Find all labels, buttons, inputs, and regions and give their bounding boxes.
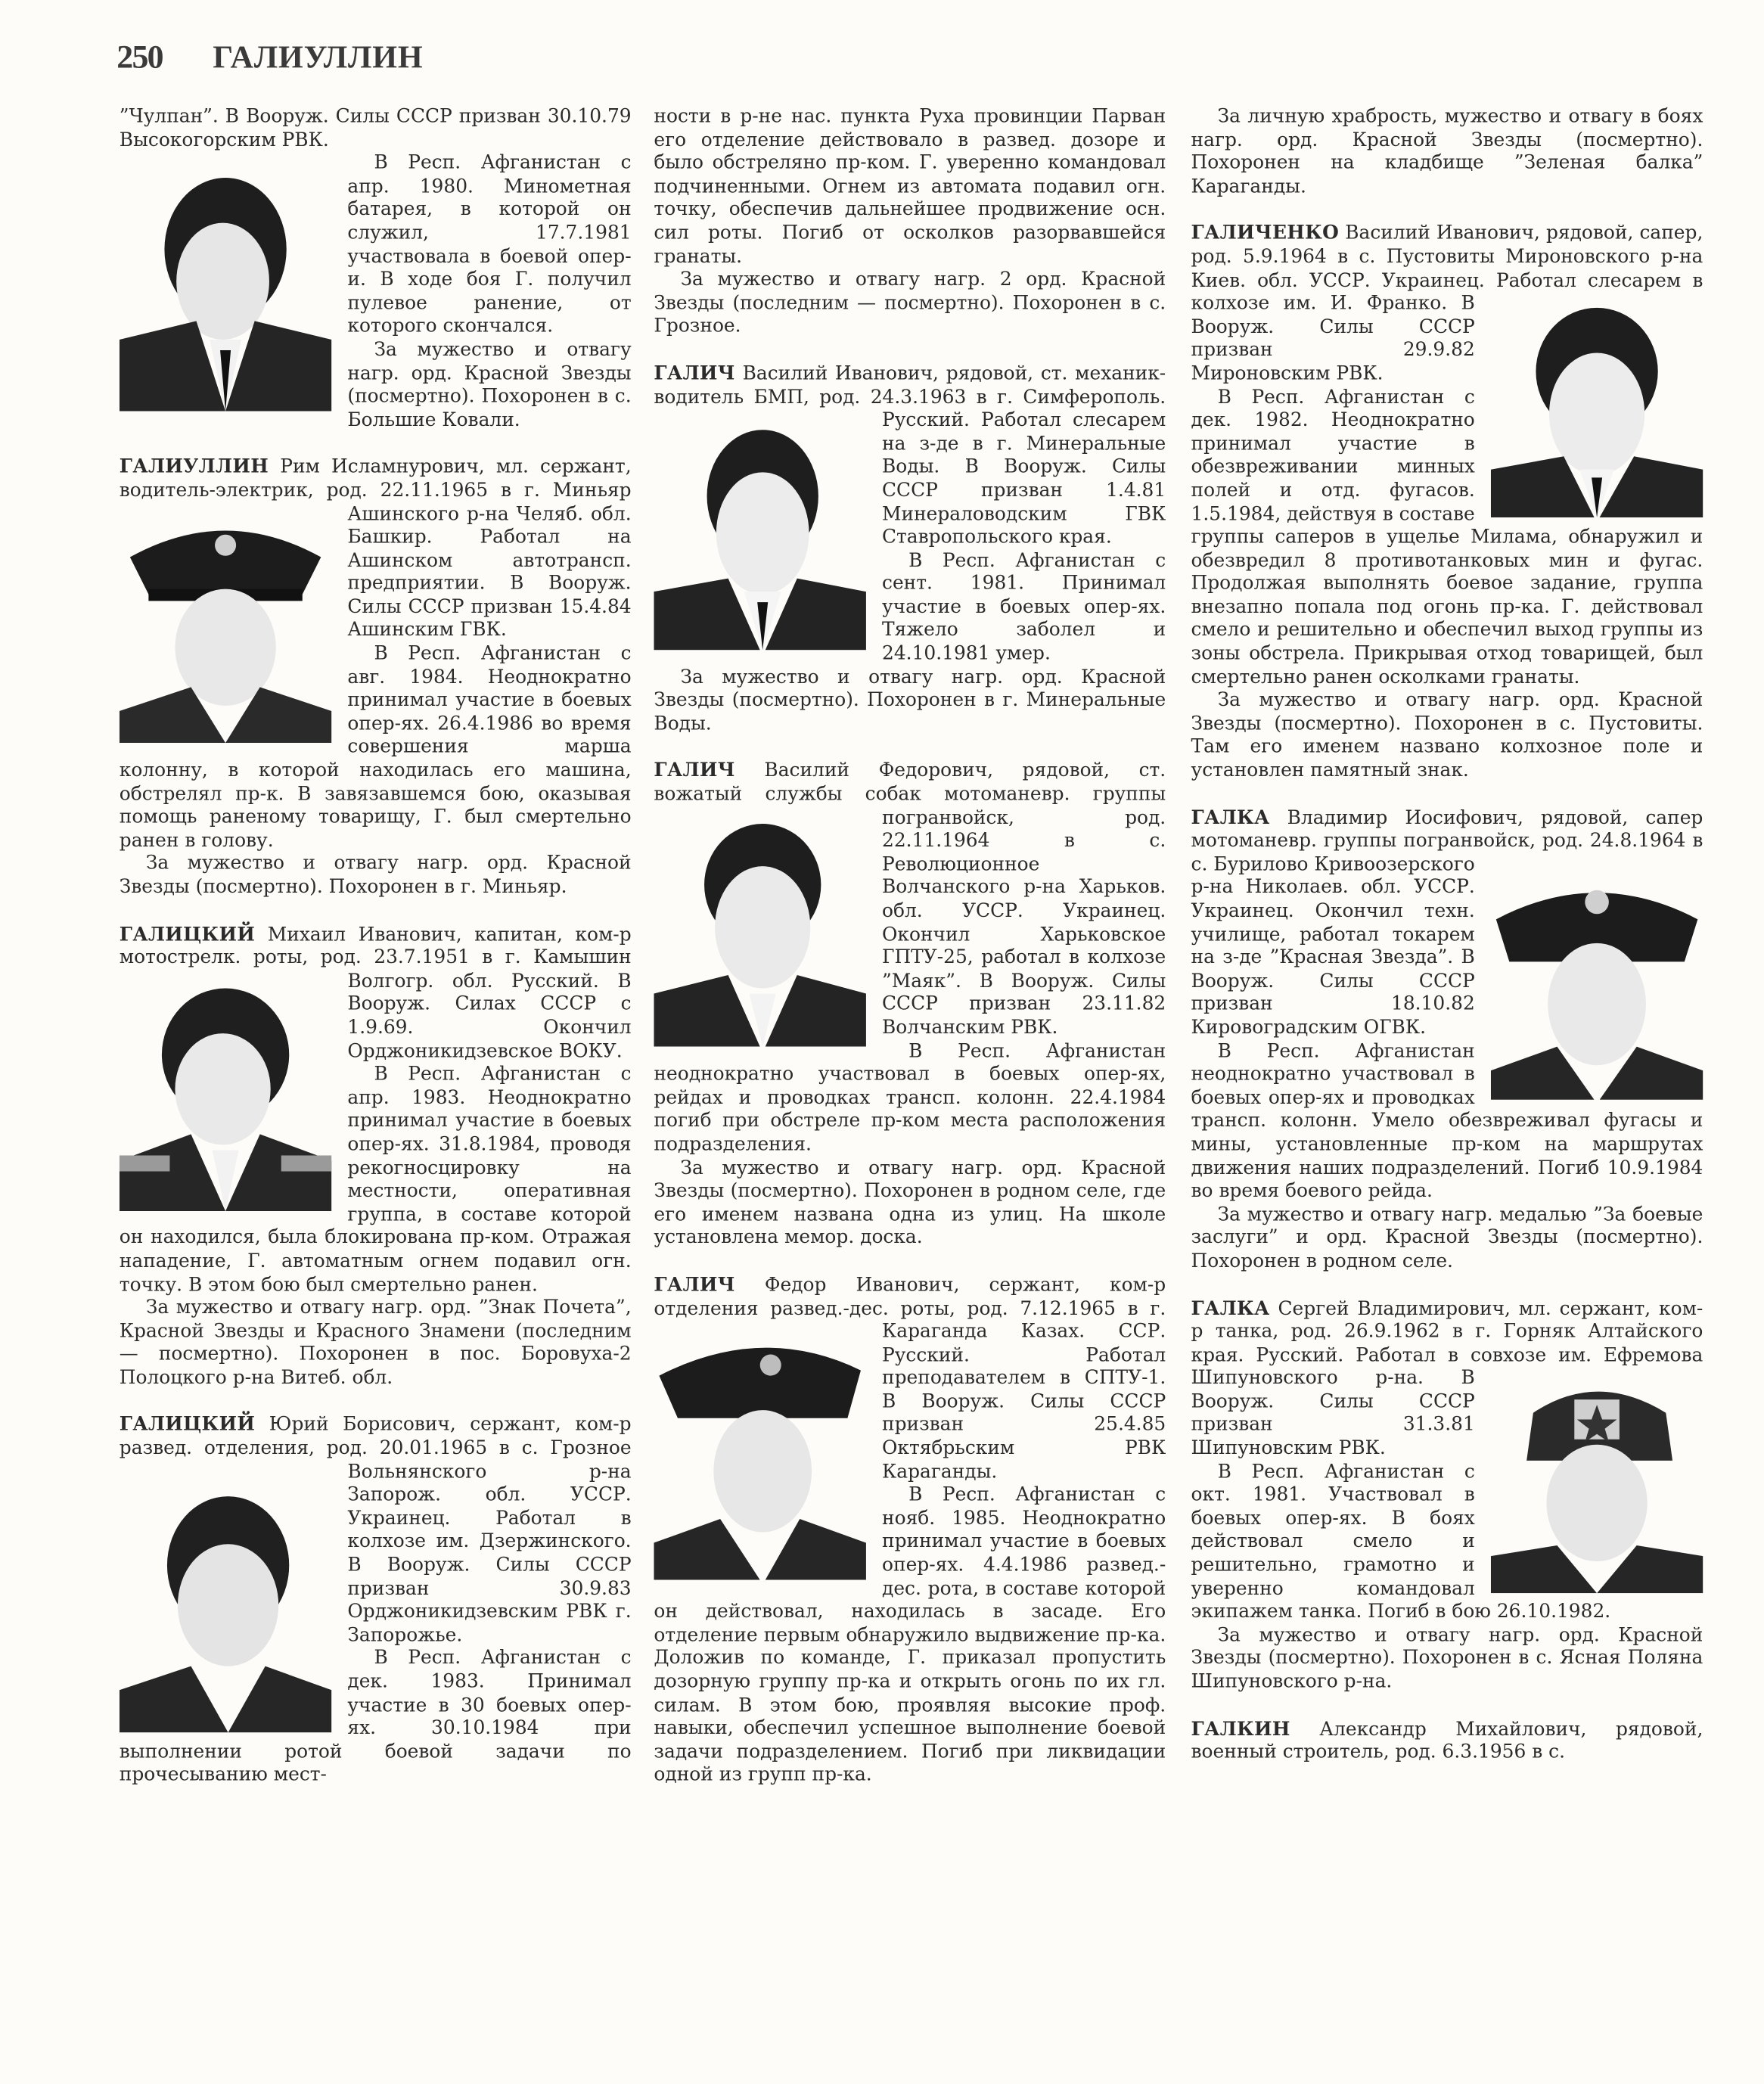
portrait-photo (654, 814, 866, 1048)
entry-paragraph: В Респ. Афганистан с дек. 1983. Принимал участие в 30 боевых опер-ях. 30.10.1984 при выполнении ротой боевой задачи по прочесыванию мест- (119, 1648, 632, 1787)
portrait-peaked-cap-icon (654, 1328, 866, 1579)
portrait-photo (1491, 1375, 1703, 1593)
entry-surname: ГАЛИЧ (654, 760, 735, 782)
entry-galitsky-yuri (120, 1415, 632, 1788)
portrait-photo (654, 1328, 866, 1579)
entry-surname: ГАЛКА (1191, 1297, 1270, 1320)
entry-paragraph: За мужество и отвагу нагр. орд. Красной Звезды (посмертно). Похоронен в с. Пустовиты. Там его именем названо колхозное поле и установлен памятный знак. (1191, 690, 1703, 781)
entry-surname: ГАЛИУЛЛИН (119, 456, 269, 478)
entry-paragraph: За мужество и отвагу нагр. орд. ”Знак Почета”, Красной Звезды и Красного Знамени (последним — посмертно). Похоронен в пос. Боровуха-2 Полоцкого р-на Витеб. обл. (119, 1297, 632, 1389)
entry-paragraph: В Респ. Афганистан с окт. 1981. Участвовал в боевых опер-ях. В боях действовал смело и решительно, грамотно и уверенно командовал экипажем танка. Погиб в бою 26.10.1982. (1191, 1461, 1611, 1623)
portrait-photo (654, 417, 866, 651)
entry-surname: ГАЛИЧЕНКО (1191, 223, 1340, 245)
portrait-photo (1491, 300, 1703, 518)
entry-paragraph: ности в р-не нас. пункта Руха провинции Парван его отделение действовало в развед. дозоре и было обстреляно пр-ком. Г. уверенно командовал подчиненными. Огнем из автомата подавил огн. точку, обеспечив дальнейшее продвижение осн. сил роты. Погиб от осколков разорвавшейся гранаты. (654, 106, 1166, 268)
portrait-photo (120, 159, 332, 411)
entry-text: Сергей Владимирович, мл. сержант, ком-р танка, род. 26.9.1962 в г. Горняк Алтайского края. Русский. Работал в совхозе им. Ефремова Шипуновского р-на. В Вооруж. Силы СССР призван 31.3.81 Шипуновским РВК. (1191, 1297, 1703, 1460)
column-2 (654, 106, 1166, 1812)
entry-continued-galiullin-1 (120, 106, 632, 433)
entry-galitsky-mikhail (120, 924, 632, 1391)
portrait-photo (1491, 866, 1703, 1100)
entry-paragraph: За личную храбрость, мужество и отвагу в боях нагр. орд. Красной Звезды (посмертно). Похоронен на кладбище ”Зеленая балка” Караганды. (1191, 106, 1703, 197)
entry-galka-vladimir (1191, 807, 1703, 1274)
entry-text: Юрий Борисович, сержант, ком-р развед. отделения, род. 20.01.1965 в с. Грозное Вольнянского р-на Запорож. обл. УССР. Украинец. Работал в колхозе им. Дзержинского. В Вооруж. Силы СССР призван 30.9.83 Орджоникидзевским РВК г. Запорожье. (119, 1415, 632, 1647)
entry-surname: ГАЛКИН (1191, 1719, 1290, 1741)
column-3 (1191, 106, 1703, 1789)
portrait-photo (120, 510, 332, 744)
entry-paragraph: За мужество и отвагу нагр. орд. Красной Звезды (посмертно). Похоронен в родном селе, где его именем названа одна из улиц. На школе установлена мемор. доска. (654, 1157, 1166, 1249)
portrait-uniform-no-cap-icon (120, 159, 332, 411)
entry-text: Владимир Иосифович, рядовой, сапер мотоманевр. группы погранвойск, род. 24.8.1964 в с. Бурилово Кривоозерского р-на Николаев. обл. УССР. Украинец. Окончил техн. училище, работал токарем на з-де ”Красная Звезда”. В Вооруж. Силы СССР призван 18.10.82 Кировоградским ОГВК. (1191, 807, 1703, 1039)
entry-paragraph: В Респ. Афганистан неоднократно участвовал в боевых опер-ях, рейдах и проводках трансп. колонн. 22.4.1984 погиб при обстреле пр-ком места расположения подразделения. (654, 1040, 1166, 1156)
entry-galich-vasily-ivanovich (654, 363, 1166, 737)
entry-galiullin-rim (120, 457, 632, 900)
portrait-peaked-cap-icon (1491, 866, 1703, 1100)
running-header (116, 40, 423, 80)
portrait-suit-tie-icon (1491, 300, 1703, 518)
entry-paragraph: За мужество и отвагу нагр. орд. Красной Звезды (посмертно). Похоронен в с. Ясная Поляна Шипуновского р-на. (1191, 1624, 1703, 1693)
entry-paragraph: ”Чулпан”. В Вооруж. Силы СССР призван 30.10.79 Высокогорским РВК. (119, 106, 632, 151)
entry-galkin-alexander (1191, 1719, 1703, 1766)
entry-paragraph: За мужество и отвагу нагр. орд. Красной Звезды (посмертно). Похоронен в г. Миньяр. (119, 853, 632, 899)
entry-paragraph: За мужество и отвагу нагр. медалью ”За боевые заслуги” и орд. Красной Звезды (посмертно). Похоронен в родном селе. (1191, 1204, 1703, 1272)
entry-continued-galich-fedor (1191, 106, 1703, 199)
portrait-field-uniform-icon (120, 1467, 332, 1733)
entry-surname: ГАЛИЧ (654, 363, 735, 385)
entry-text: Василий Иванович, рядовой, сапер, род. 5.9.1964 в с. Пустовиты Мироновского р-на Киев. обл. УССР. Украинец. Работал слесарем в колхозе им. И. Франко. В Вооруж. Силы СССР призван 29.9.82 Мироновским РВК. (1191, 223, 1703, 385)
entry-paragraph (1191, 1719, 1703, 1766)
portrait-peaked-cap-icon (120, 510, 332, 744)
entry-text: Василий Федорович, рядовой, ст. вожатый службы собак мотоманевр. группы погранвойск, род. 22.11.1964 в с. Революционное Волчанского р-на Харьков. обл. УССР. Украинец. Окончил Харьковское ГПТУ-25, работал в колхозе ”Маяк”. В Вооруж. Силы СССР призван 23.11.82 Волчанским РВК. (654, 760, 1166, 1039)
entry-text: Михаил Иванович, капитан, ком-р мотострелк. роты, род. 23.7.1951 в г. Камышин Волгогр. обл. Русский. В Вооруж. Силах СССР с 1.9.69. Окончил Орджоникидзевское ВОКУ. (119, 924, 632, 1062)
entry-paragraph: В Респ. Афганистан с авг. 1984. Неоднократно принимал участие в боевых опер-ях. 26.4.1986 во время совершения марша колонну, в которой находилась его машина, обстрелял пр-к. В завязавшемся бою, оказывая помощь раненому товарищу, Г. был смертельно ранен в голову. (119, 643, 632, 852)
entry-text: Федор Иванович, сержант, ком-р отделения развед.-дес. роты, род. 7.12.1965 в г. Караганда Казах. ССР. Русский. Работал преподавателем в СПТУ-1. В Вооруж. Силы СССР призван 25.4.85 Октябрьским РВК Караганды. (654, 1275, 1166, 1483)
entry-paragraph: В Респ. Афганистан с апр. 1983. Неоднократно принимал участие в боевых опер-ях. 31.8.1984, проводя рекогносцировку на местности, оперативная группа, в составе которой он находился, была блокирована пр-ком. Отражая нападение, Г. автоматным огнем подавил огн. точку. В этом бою был смертельно ранен. (119, 1064, 632, 1296)
portrait-suit-tie-icon (654, 417, 866, 651)
column-1 (120, 106, 632, 1812)
entry-surname: ГАЛИЦКИЙ (119, 924, 256, 946)
entry-galich-vasily-fedorovich (654, 761, 1166, 1251)
entry-paragraph: В Респ. Афганистан с сент. 1981. Принимал участие в боевых опер-ях. Тяжело заболел и 24.10.1981 умер. (882, 550, 1166, 665)
portrait-fur-hat-icon (1491, 1375, 1703, 1593)
entry-surname: ГАЛИЦКИЙ (119, 1415, 256, 1436)
entry-galka-sergey (1191, 1298, 1703, 1695)
entry-text: Александр Михайлович, рядовой, военный строитель, род. 6.3.1956 в с. (1191, 1719, 1703, 1763)
entry-galichenko-vasily (1191, 223, 1703, 783)
entry-paragraph: В Респ. Афганистан с дек. 1982. Неоднократно принимал участие в обезвреживании минных полей и отд. фугасов. 1.5.1984, действуя в составе группы саперов в ущелье Милама, обнаружил и обезвредил 8 противотанковых мин и фугас. Продолжая выполнять боевое задание, группа внезапно попала под огонь пр-ка. Г. действовал смело и решительно и обеспечил выход группы из зоны обстрела. Прикрывая отход товарищей, был смертельно ранен осколками гранаты. (1191, 387, 1703, 688)
entry-text: Василий Иванович, рядовой, ст. механик-водитель БМП, род. 24.3.1963 в г. Симферополь. Русский. Работал слесарем на з-де в г. Минеральные Воды. В Вооруж. Силы СССР призван 1.4.81 Минераловодским ГВК Ставропольского края. (654, 363, 1166, 548)
entry-paragraph: В Респ. Афганистан с апр. 1980. Минометная батарея, в которой он служил, 17.7.1981 участвовала в боевой опер-и. В ходе боя Г. получил пулевое ранение, от которого скончался. (347, 153, 632, 338)
entry-paragraph: За мужество и отвагу нагр. 2 орд. Красной Звезды (последним — посмертно). Похоронен в с. Грозное. (654, 269, 1166, 338)
entry-surname: ГАЛИЧ (654, 1275, 735, 1297)
running-headword: ГАЛИУЛЛИН (213, 41, 424, 76)
entry-galich-fedor (654, 1275, 1166, 1788)
entry-continued-galitsky-yuri (654, 106, 1166, 340)
entry-surname: ГАЛКА (1191, 807, 1270, 829)
page-number: 250 (116, 39, 163, 76)
entry-paragraph: В Респ. Афганистан с нояб. 1985. Неоднократно принимал участие в боевых опер-ях. 4.4.1986 развед.-дес. рота, в составе которой он действовал, находилась в засаде. Его отделение первым обнаружило выдвижение пр-ка. Доложив по команде, Г. приказал пропустить дозорную группу пр-ка и открыть огонь по их гл. силам. В этом бою, проявляя высокие проф. навыки, обеспечил успешное выполнение боевой задачи подразделением. Погиб при ликвидации одной из групп пр-ка. (654, 1484, 1166, 1787)
portrait-uniform-no-cap-icon (654, 814, 866, 1048)
entry-paragraph: За мужество и отвагу нагр. орд. Красной Звезды (посмертно). Похоронен в г. Минеральные Воды. (654, 666, 1166, 735)
entry-paragraph: За мужество и отвагу нагр. орд. Красной Звезды (посмертно). Похоронен в с. Большие Ковали. (347, 339, 632, 431)
portrait-officer-epaulettes-icon (120, 977, 332, 1211)
entry-paragraph: В Респ. Афганистан неоднократно участвовал в боевых опер-ях и проводках трансп. колонн. Умело обезвреживал фугасы и мины, установленные пр-ком на маршрутах движения наших подразделений. Погиб 10.9.1984 во время боевого рейда. (1191, 1040, 1703, 1203)
portrait-photo (120, 1467, 332, 1733)
portrait-photo (120, 977, 332, 1211)
entry-text: Рим Исламнурович, мл. сержант, водитель-электрик, род. 22.11.1965 в г. Миньяр Ашинского р-на Челяб. обл. Башкир. Работал на Ашинском автотрансп. предприятии. В Вооруж. Силы СССР призван 15.4.84 Ашинским ГВК. (119, 456, 632, 641)
